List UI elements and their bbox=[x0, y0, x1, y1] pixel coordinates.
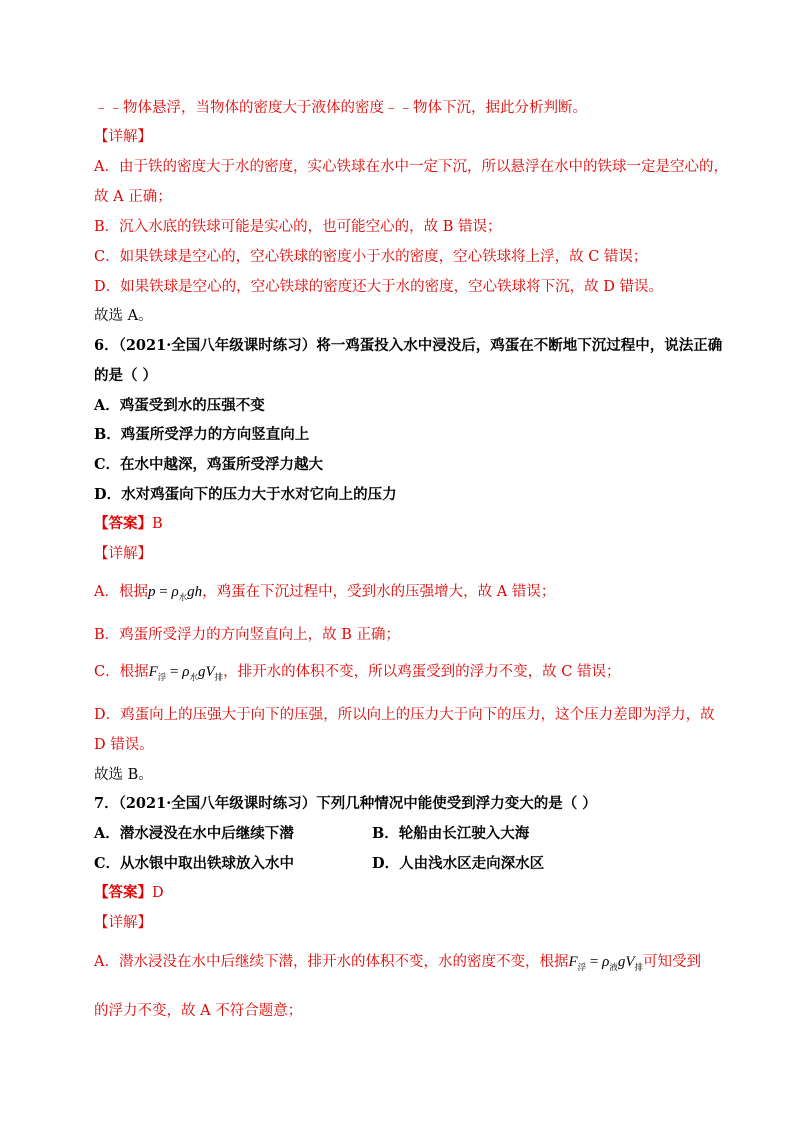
detail-a-line2: 的浮力不变，故 A 不符合题意； bbox=[94, 1003, 303, 1019]
question-7-answer bbox=[94, 883, 164, 903]
answer-label: 【答案】 bbox=[94, 884, 152, 901]
detail-d: D．如果铁球是空心的，空心铁球的密度还大于水的密度，空心铁球将下沉，故 D 错误。 bbox=[94, 279, 663, 295]
question-6-option-c: C．在水中越深，鸡蛋所受浮力越大 bbox=[94, 456, 324, 473]
question-6-option-b: B．鸡蛋所受浮力的方向竖直向上 bbox=[94, 426, 310, 443]
detail-a-line1: A．潜水浸没在水中后继续下潜，排开水的体积不变，水的密度不变，根据$F_浮 = \rho_液gV_排$可知受到 bbox=[94, 954, 702, 972]
answer-value: D bbox=[152, 885, 164, 901]
pressure-formula: $p = \rho_水gh$ bbox=[147, 584, 203, 602]
answer-value: B bbox=[152, 516, 163, 532]
question-7-option-c: C．从水银中取出铁球放入水中 bbox=[94, 855, 295, 872]
choose-text: 故选 A。 bbox=[94, 308, 153, 324]
detail-a-line2: 故 A 正确； bbox=[94, 189, 172, 205]
question-6-stem-line1: 6．（2021·全国八年级课时练习）将一鸡蛋投入水中浸没后，鸡蛋在不断地下沉过程中，说法正确 bbox=[94, 337, 723, 354]
answer-label: 【答案】 bbox=[94, 515, 152, 532]
detail-b: B．沉入水底的铁球可能是实心的，也可能空心的，故 B 错误； bbox=[94, 219, 502, 235]
question-7-option-d: D．人由浅水区走向深水区 bbox=[372, 855, 545, 872]
question-6-stem-line2: 的是（ ） bbox=[94, 367, 158, 384]
question-7-option-a: A．潜水浸没在水中后继续下潜 bbox=[94, 825, 294, 842]
detail-label: 【详解】 bbox=[94, 546, 152, 562]
detail-b: B．鸡蛋所受浮力的方向竖直向上，故 B 正确； bbox=[94, 627, 401, 643]
question-6-option-d: D．水对鸡蛋向下的压力大于水对它向上的压力 bbox=[94, 486, 397, 503]
detail-c: C．如果铁球是空心的，空心铁球的密度小于水的密度，空心铁球将上浮，故 C 错误； bbox=[94, 249, 648, 265]
question-7-option-b: B．轮船由长江驶入大海 bbox=[372, 825, 530, 842]
detail-d-line1: D．鸡蛋向上的压强大于向下的压强，所以向上的压力大于向下的压力，这个压力差即为浮力，故 bbox=[94, 707, 715, 723]
analysis-text: ﹣﹣物体悬浮，当物体的密度大于液体的密度﹣﹣物体下沉，据此分析判断。 bbox=[94, 100, 587, 116]
detail-a: A．根据$p = \rho_水gh$，鸡蛋在下沉过程中，受到水的压强增大，故 A 错误； bbox=[94, 584, 556, 602]
buoyancy-formula: $F_浮 = \rho_水gV_排$ bbox=[148, 664, 224, 682]
detail-d-line2: D 错误。 bbox=[94, 737, 154, 753]
detail-label: 【详解】 bbox=[94, 129, 152, 145]
question-7-stem: 7．（2021·全国八年级课时练习）下列几种情况中能使受到浮力变大的是（ ） bbox=[94, 795, 597, 812]
detail-a-line1: A．由于铁的密度大于水的密度，实心铁球在水中一定下沉，所以悬浮在水中的铁球一定是空心的， bbox=[94, 159, 728, 175]
detail-c: C．根据$F_浮 = \rho_水gV_排$，排开水的体积不变，所以鸡蛋受到的浮力不变，故 C 错误； bbox=[94, 664, 621, 682]
buoyancy-liquid-formula: $F_浮 = \rho_液gV_排$ bbox=[568, 954, 644, 972]
detail-label: 【详解】 bbox=[94, 915, 152, 931]
choose-text: 故选 B。 bbox=[94, 767, 153, 783]
question-6-answer bbox=[94, 514, 163, 534]
question-6-option-a: A．鸡蛋受到水的压强不变 bbox=[94, 397, 265, 414]
